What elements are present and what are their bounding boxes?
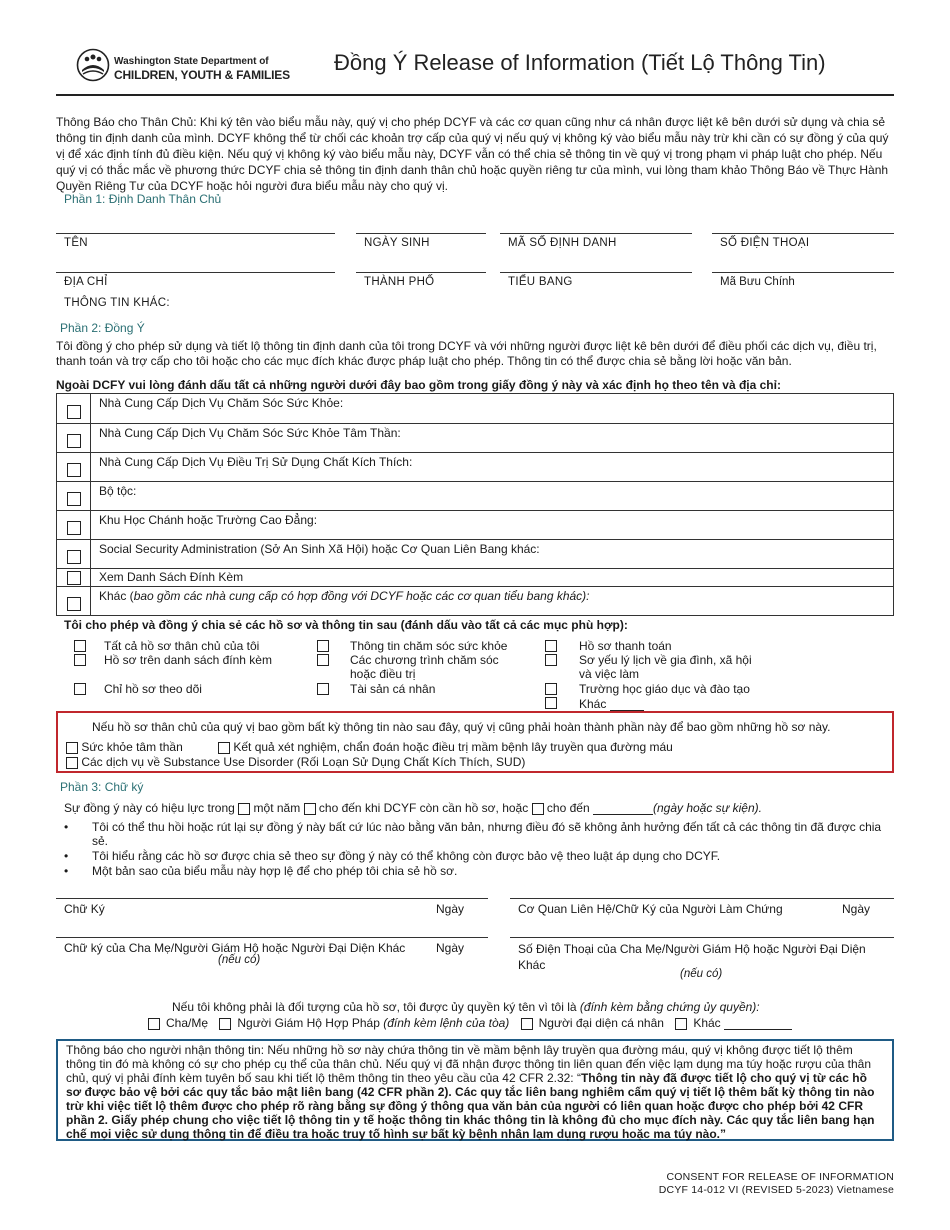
record-checkbox[interactable] [545, 683, 557, 695]
sensitive-info-box [56, 711, 894, 773]
form-title: Đồng Ý Release of Information (Tiết Lộ Thông Tin) [334, 50, 826, 75]
id-field[interactable]: MÃ SỐ ĐỊNH DANH [500, 233, 692, 249]
until-dcyf-checkbox[interactable] [304, 803, 316, 815]
std-checkbox[interactable] [218, 742, 230, 754]
record-checkbox[interactable] [317, 640, 329, 652]
record-option-continued: và việc làm [579, 667, 640, 681]
other-record-input[interactable] [610, 696, 644, 711]
record-checkbox[interactable] [545, 697, 557, 709]
logo-line-1: Washington State Department of [114, 56, 269, 67]
mental-health-checkbox[interactable] [66, 742, 78, 754]
provider-checkbox[interactable] [67, 434, 81, 448]
recipient-notice [56, 1039, 894, 1141]
sensitive-intro: Nếu hồ sơ thân chủ của quý vị bao gồm bất kỳ thông tin nào sau đây, quý vị cũng phải hoàn thành phần này để bao gồm những hồ sơ này. [92, 720, 831, 734]
part1-title: Phần 1: Định Danh Thân Chủ [64, 192, 222, 206]
record-checkbox[interactable] [317, 683, 329, 695]
sud-checkbox[interactable] [66, 757, 78, 769]
provider-checkbox[interactable] [67, 521, 81, 535]
sensitive-option: Sức khỏe tâm thần [66, 740, 183, 754]
provider-checkbox[interactable] [67, 405, 81, 419]
provider-row [57, 511, 893, 540]
provider-label: Nhà Cung Cấp Dịch Vụ Điều Trị Sử Dụng Chất Kích Thích: [99, 455, 413, 469]
records-title: Tôi cho phép và đồng ý chia sẻ các hồ sơ và thông tin sau (đánh dấu vào tất cả các mục phù hợp): [64, 618, 628, 632]
guardian-checkbox[interactable] [219, 1018, 231, 1030]
provider-label: Nhà Cung Cấp Dịch Vụ Chăm Sóc Sức Khỏe Tâm Thần: [99, 426, 401, 440]
until-date-input[interactable] [593, 800, 653, 815]
sensitive-option: Kết quả xét nghiệm, chẩn đoán hoặc điều trị mầm bệnh lây truyền qua đường máu [218, 740, 673, 754]
zip-field[interactable]: Mã Bưu Chính [712, 272, 894, 288]
provider-row [57, 482, 893, 511]
record-checkbox[interactable] [74, 654, 86, 666]
auth-option: Người Giám Hộ Hợp Pháp (đính kèm lệnh của tòa) [219, 1016, 509, 1030]
dcyf-logo [76, 48, 290, 84]
recipient-notice-statement: Thông tin này đã được tiết lộ cho quý vị từ các hồ sơ được bảo vệ bởi các quy tắc bảo mật liên bang (42 CFR phần 2). Các quy tắc liên bang nghiêm cấm quý vị tiết lộ thêm bất kỳ thông tin nào trừ khi việc tiết lộ thêm được cho phép rõ ràng bằng sự đồng ý thông qua văn bản của người có liên quan hoặc được cho phép bởi 42 CFR phần 2. Giấy phép chung cho việc tiết lộ thông tin y tế hoặc thông tin khác thông tin là không đủ cho mục đích này. Các quy tắc liên bang hạn chế mọi việc sử dụng thông tin để điều tra hoặc truy tố hình sự bất kỳ bệnh nhân lạm dụng rượu hoặc ma túy nào.” [66, 1071, 875, 1141]
dcyf-logo-icon [76, 48, 110, 82]
signature-line[interactable]: Chữ Ký Ngày [56, 898, 488, 916]
city-field[interactable]: THÀNH PHỐ [356, 272, 486, 288]
state-field[interactable]: TIỂU BANG [500, 272, 692, 288]
provider-checkbox[interactable] [67, 492, 81, 506]
other-provider-note: bao gồm các nhà cung cấp có hợp đồng với DCYF hoặc các cơ quan tiểu bang khác): [133, 589, 590, 603]
record-checkbox[interactable] [545, 640, 557, 652]
provider-label: Social Security Administration (Sở An Sinh Xã Hội) hoặc Cơ Quan Liên Bang khác: [99, 542, 540, 556]
provider-label [99, 589, 590, 603]
auth-option: Cha/Mẹ [148, 1016, 208, 1030]
parent-signature-line[interactable]: Chữ ký của Cha Mẹ/Người Giám Hộ hoặc Người Đại Diện Khác Ngày [56, 937, 488, 955]
auth-option: Người đại diện cá nhân [521, 1016, 664, 1030]
personal-rep-checkbox[interactable] [521, 1018, 533, 1030]
if-applicable-note: (nếu có) [680, 968, 723, 980]
term-item: • Tôi hiểu rằng các hồ sơ được chia sẻ theo sự đồng ý này có thể không còn được bảo vệ theo luật áp dụng cho DCYF. [64, 849, 884, 863]
authorization-line: Nếu tôi không phải là đối tượng của hồ sơ, tôi được ủy quyền ký tên vì tôi là (đính kèm bằng chứng ủy quyền): [172, 1000, 760, 1014]
provider-row [57, 569, 893, 587]
provider-row [57, 424, 893, 453]
provider-label: Khu Học Chánh hoặc Trường Cao Đẳng: [99, 513, 318, 527]
record-checkbox[interactable] [74, 640, 86, 652]
authorization-options [148, 1015, 800, 1030]
record-option-continued: hoặc điều trị [350, 667, 416, 681]
part3-title: Phần 3: Chữ ký [60, 780, 144, 794]
provider-row [57, 540, 893, 569]
record-checkbox[interactable] [545, 654, 557, 666]
provider-row [57, 587, 893, 615]
other-auth-checkbox[interactable] [675, 1018, 687, 1030]
consent-terms [64, 820, 884, 879]
provider-checkbox[interactable] [67, 463, 81, 477]
footer-form-number: DCYF 14-012 VI (REVISED 5-2023) Vietnamese [658, 1184, 894, 1196]
provider-checkbox[interactable] [67, 597, 81, 611]
parent-checkbox[interactable] [148, 1018, 160, 1030]
provider-label: Xem Danh Sách Đính Kèm [99, 570, 244, 584]
logo-line-2: CHILDREN, YOUTH & FAMILIES [114, 68, 290, 82]
client-notice: Thông Báo cho Thân Chủ: Khi ký tên vào biểu mẫu này, quý vị cho phép DCYF và các cơ quan cũng như cá nhân được liệt kê bên dưới sử dụng và chia sẻ thông tin định danh của mình. DCYF không thể từ chối các khoản trợ cấp của quý vị nếu quý vị không ký vào biểu mẫu này trừ khi cần có sự đồng ý của quý vị để xác định tính đủ điều kiện. Nếu quý vị không ký vào biểu mẫu này, DCYF vẫn có thể chia sẻ thông tin về quý vị trong phạm vi pháp luật cho phép. Nếu quý vị có thắc mắc về phương thức DCYF chia sẻ thông tin định danh thân chủ hoặc quyền riêng tư của mình, vui lòng tham khảo Thông Báo về Thực Hành Quyền Riêng Tư của DCYF hoặc hỏi người đưa biểu mẫu này cho quý vị. [56, 115, 889, 193]
part2-title: Phần 2: Đồng Ý [60, 321, 145, 335]
provider-table [56, 393, 894, 616]
page-header [56, 42, 894, 96]
one-year-checkbox[interactable] [238, 803, 250, 815]
provider-label: Bộ tộc: [99, 484, 137, 498]
other-auth-input[interactable] [724, 1015, 792, 1030]
dob-field[interactable]: NGÀY SINH [356, 233, 486, 249]
form-footer [659, 1171, 894, 1197]
term-item: • Tôi có thể thu hồi hoặc rút lại sự đồng ý này bất cứ lúc nào bằng văn bản, nhưng điều đó sẽ không ảnh hưởng đến tất cả các thông tin đã được chia sẻ. [64, 820, 884, 848]
sensitive-option: Các dịch vụ về Substance Use Disorder (Rối Loạn Sử Dụng Chất Kích Thích, SUD) [66, 755, 525, 769]
provider-instruction: Ngoài DCFY vui lòng đánh dấu tất cả những người dưới đây bao gồm trong giấy đồng ý này và xác định họ theo tên và địa chỉ: [56, 378, 781, 392]
provider-checkbox[interactable] [67, 550, 81, 564]
auth-option: Khác [675, 1015, 792, 1030]
provider-row [57, 453, 893, 482]
provider-label: Nhà Cung Cấp Dịch Vụ Chăm Sóc Sức Khỏe: [99, 396, 344, 410]
other-info-field[interactable]: THÔNG TIN KHÁC: [64, 297, 170, 309]
witness-signature-line[interactable]: Cơ Quan Liên Hệ/Chữ Ký của Người Làm Chứng Ngày [510, 898, 894, 916]
phone-field[interactable]: SỐ ĐIỆN THOẠI [712, 233, 894, 249]
record-checkbox[interactable] [317, 654, 329, 666]
if-applicable-note: (nếu có) [218, 954, 261, 966]
validity-line: Sự đồng ý này có hiệu lực trong một năm cho đến khi DCYF còn cần hồ sơ, hoặc cho đến (ngày hoặc sự kiện). [64, 801, 762, 815]
term-item: • Một bản sao của biểu mẫu này hợp lệ để cho phép tôi chia sẻ hồ sơ. [64, 864, 884, 878]
consent-text: Tôi đồng ý cho phép sử dụng và tiết lộ thông tin định danh của tôi trong DCYF và với những người được liệt kê bên dưới để điều phối các dịch vụ, điều trị, thanh toán và trợ cấp cho tôi hoặc cho các mục đích khác được pháp luật cho phép. Thông tin có thể được chia sẻ bằng lời hoặc văn bản. [56, 339, 877, 368]
other-provider-label: Khác ( [99, 589, 134, 603]
provider-row [57, 394, 893, 424]
name-field[interactable]: TÊN [56, 233, 335, 249]
address-field[interactable]: ĐỊA CHỈ [56, 272, 335, 288]
until-date-checkbox[interactable] [532, 803, 544, 815]
provider-checkbox[interactable] [67, 571, 81, 585]
parent-phone-line[interactable]: Số Điện Thoại của Cha Mẹ/Người Giám Hộ hoặc Người Đại Diện Khác [510, 937, 894, 973]
record-checkbox[interactable] [74, 683, 86, 695]
footer-title: CONSENT FOR RELEASE OF INFORMATION [666, 1171, 894, 1183]
recipient-notice-text: Thông báo cho người nhận thông tin: Nếu những hồ sơ này chứa thông tin về mầm bệnh lây truyền qua đường máu, quý vị không được tiết lộ thêm thông tin đó mà không có sự cho phép cụ thể của thân chủ. Nếu quý vị đã nhận được thông tin liên quan đến việc lạm dụng ma túy hoặc rượu của thân chủ, quý vị phải đính kèm tuyên bố sau khi tiết lộ thêm thông tin theo yêu cầu của 42 CFR 2.32: “ [66, 1043, 872, 1085]
